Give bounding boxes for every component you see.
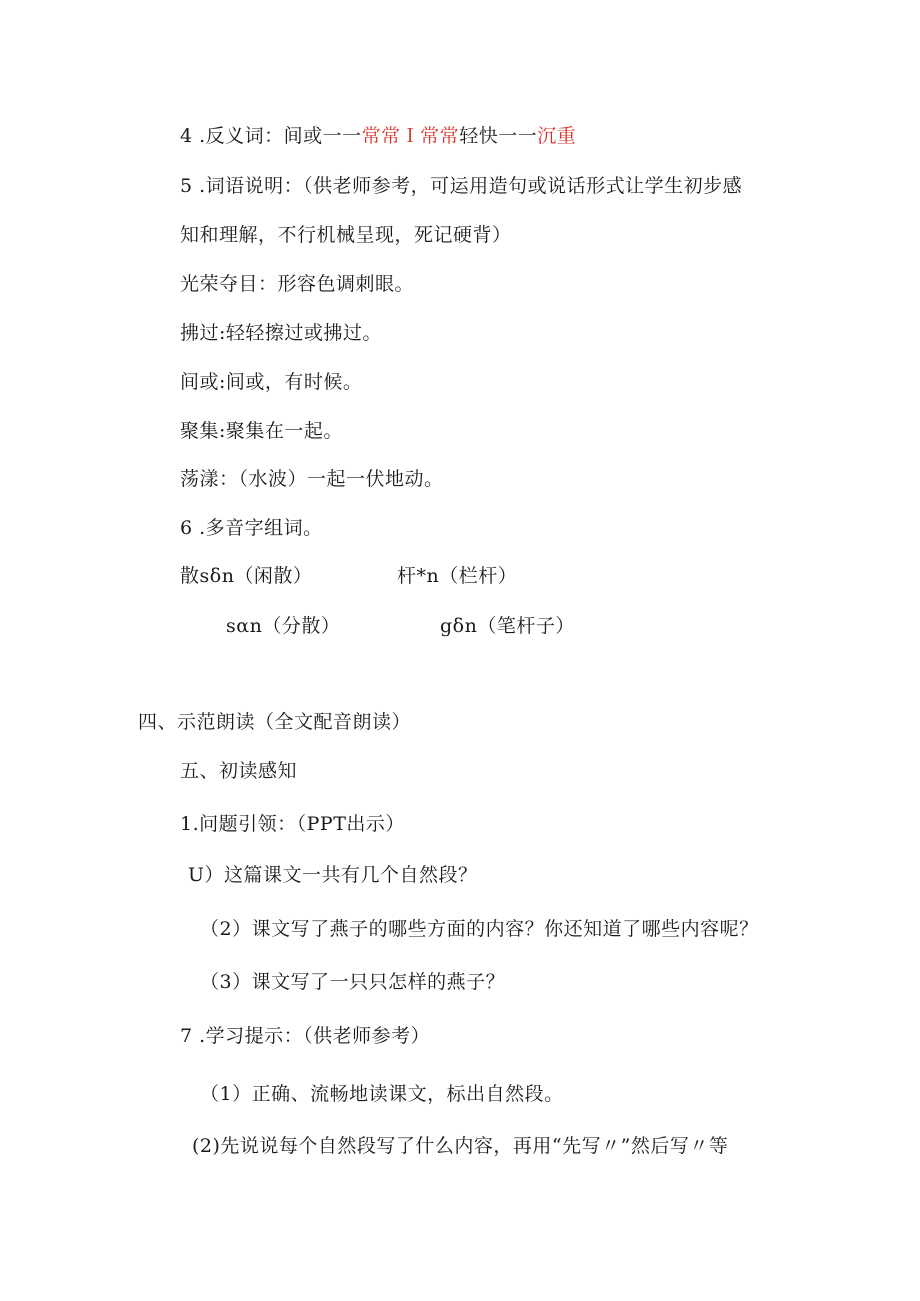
antonyms-label: 4 .反义词：间或一一 xyxy=(180,125,362,147)
polyphone-2b: gδn（笔杆子） xyxy=(440,615,575,637)
question-1: U）这篇课文一共有几个自然段？ xyxy=(188,864,478,886)
polyphone-heading: 6 .多音字组词。 xyxy=(180,517,323,539)
definition-5: 荡漾：（水波）一起一伏地动。 xyxy=(180,468,444,490)
polyphone-2a: 杆*n（栏杆） xyxy=(397,565,518,587)
antonyms-word-2: 轻快一一 xyxy=(459,125,538,147)
question-guide: 1.问题引领：（PPT出示） xyxy=(180,813,405,835)
polyphone-1b: sαn（分散） xyxy=(226,615,341,637)
antonyms-line xyxy=(180,123,576,149)
section-4-heading: 四、示范朗读（全文配音朗读） xyxy=(138,711,412,733)
study-tip-2: (2)先说说每个自然段写了什么内容，再用“先写〃”然后写〃等 xyxy=(192,1135,729,1157)
question-2: （2）课文写了燕子的哪些方面的内容？你还知道了哪些内容呢？ xyxy=(200,918,759,940)
polyphone-1a: 散sδn（闲散） xyxy=(180,565,313,587)
question-3: （3）课文写了一只只怎样的燕子？ xyxy=(200,971,506,993)
section-5-heading: 五、初读感知 xyxy=(180,760,298,782)
antonym-answer-1: 常常Ｉ常常 xyxy=(361,125,460,147)
definition-2: 拂过:轻轻擦过或拂过。 xyxy=(180,322,382,344)
word-explanation-continued: 知和理解，不行机械呈现，死记硬背） xyxy=(180,224,512,246)
study-tip-1: （1）正确、流畅地读课文，标出自然段。 xyxy=(200,1083,564,1105)
definition-3: 间或:间或，有时候。 xyxy=(180,371,363,393)
word-explanation-heading: 5 .词语说明：（供老师参考，可运用造句或说话形式让学生初步感 xyxy=(180,175,743,197)
study-tips-heading: 7 .学习提示：（供老师参考） xyxy=(180,1025,431,1047)
definition-4: 聚集:聚集在一起。 xyxy=(180,420,343,442)
definition-1: 光荣夺目：形容色调刺眼。 xyxy=(180,273,415,295)
antonym-answer-2: 沉重 xyxy=(537,125,577,147)
